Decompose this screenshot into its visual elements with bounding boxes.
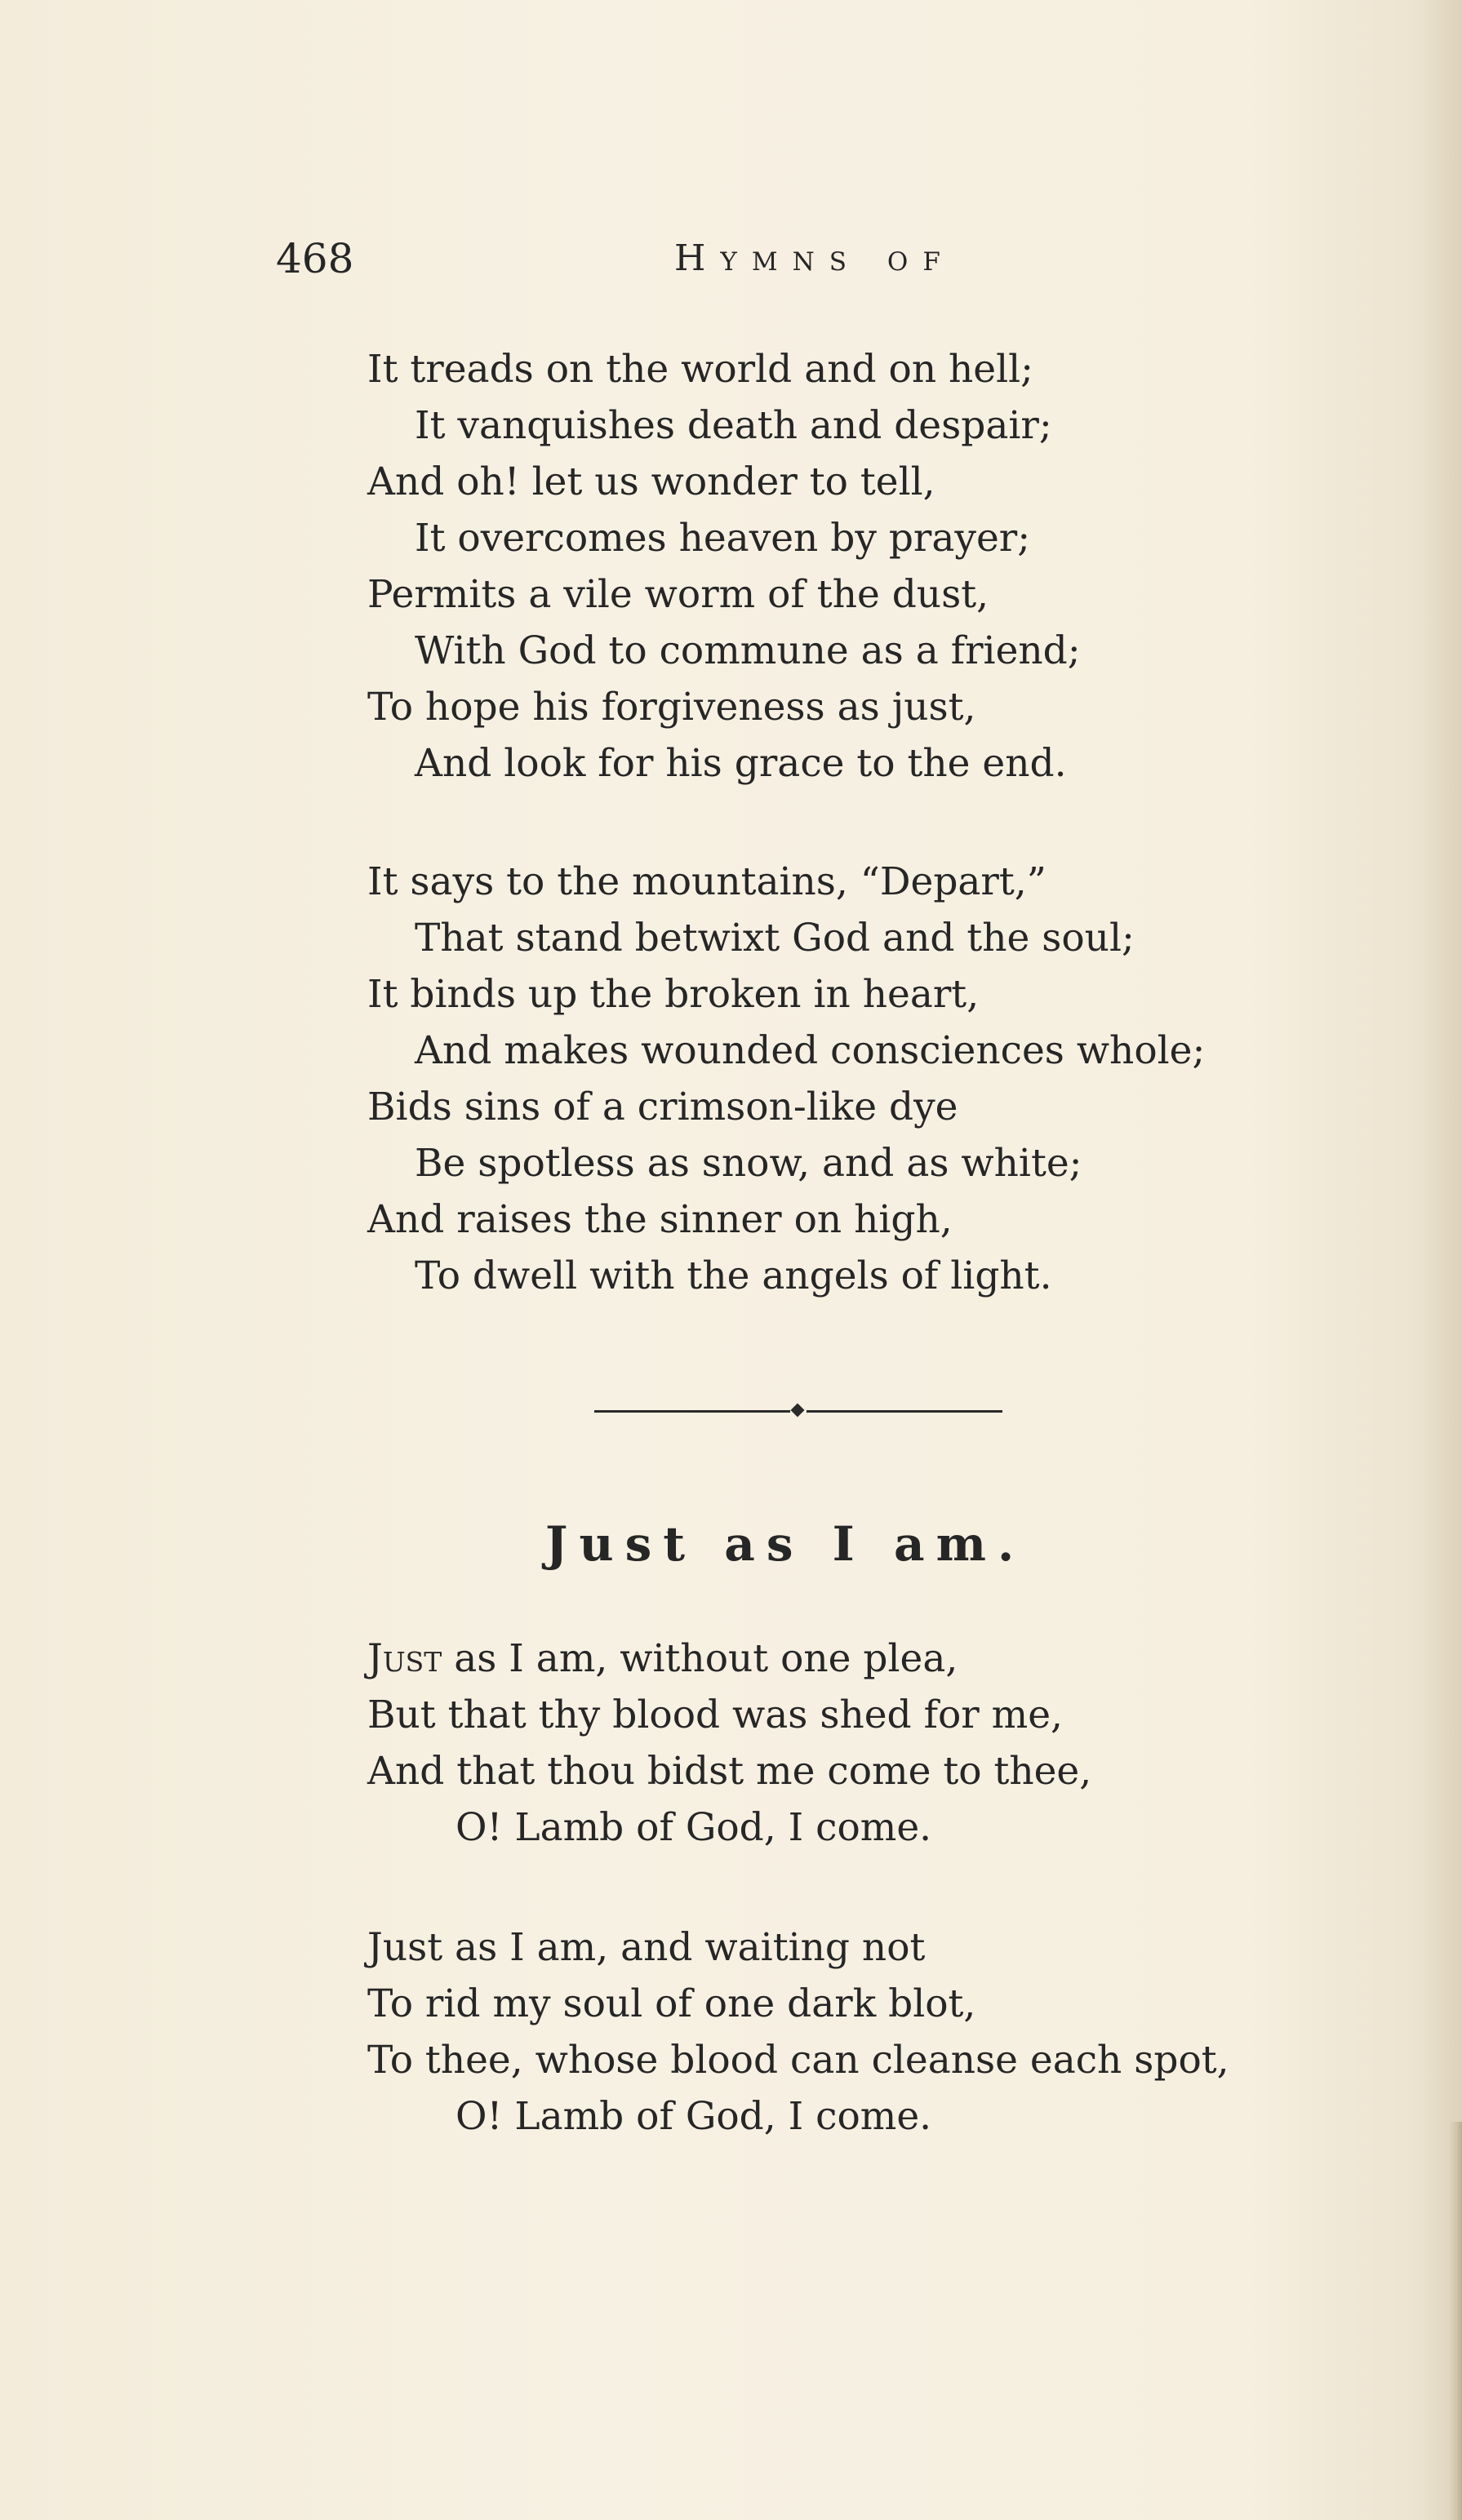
page-header xyxy=(276,230,1011,287)
verse-line: And raises the sinner on high, xyxy=(367,1197,953,1242)
verse-line-rest: as I am, without one plea, xyxy=(442,1636,958,1681)
stanza-4 xyxy=(367,1919,1306,2145)
verse-line: With God to commune as a friend; xyxy=(415,628,1081,673)
stanza-2 xyxy=(367,854,1306,1304)
verse-line: And look for his grace to the end. xyxy=(415,741,1067,786)
verse-line: That stand betwixt God and the soul; xyxy=(415,916,1135,961)
verse-line: And oh! let us wonder to tell, xyxy=(367,459,935,504)
verse-line: Permits a vile worm of the dust, xyxy=(367,572,989,617)
verse-line: Be spotless as snow, and as white; xyxy=(415,1141,1082,1186)
verse-line: O! Lamb of God, I come. xyxy=(455,2094,932,2139)
verse-line: O! Lamb of God, I come. xyxy=(455,1805,932,1850)
page-number: 468 xyxy=(276,235,354,282)
verse-line: It treads on the world and on hell; xyxy=(367,347,1034,392)
running-title: Hymns of xyxy=(674,237,955,279)
page-edge-shadow xyxy=(1449,2122,1462,2520)
verse-line: To rid my soul of one dark blot, xyxy=(367,1981,976,2026)
hymn-title: Just as I am. xyxy=(545,1516,1026,1572)
verse-line: To thee, whose blood can cleanse each spot, xyxy=(367,2038,1229,2083)
verse-line: And makes wounded consciences whole; xyxy=(415,1028,1206,1073)
verse-line: Just as I am, and waiting not xyxy=(367,1925,926,1970)
verse-line: To hope his forgiveness as just, xyxy=(367,685,976,730)
verse-line: It overcomes heaven by prayer; xyxy=(415,516,1031,561)
section-divider xyxy=(594,1409,1002,1413)
divider-rule-right xyxy=(807,1410,1002,1413)
verse-line: Bids sins of a crimson-like dye xyxy=(367,1085,958,1129)
verse-line: And that thou bidst me come to thee, xyxy=(367,1749,1092,1794)
verse-line: But that thy blood was shed for me, xyxy=(367,1693,1063,1737)
drop-word: Just xyxy=(367,1636,442,1681)
stanza-3 xyxy=(367,1630,1306,1856)
stanza-1 xyxy=(367,341,1306,792)
verse-line xyxy=(367,1630,1306,1687)
verse-line: It says to the mountains, “Depart,” xyxy=(367,859,1047,904)
divider-rule-left xyxy=(594,1410,790,1413)
divider-diamond-ornament xyxy=(791,1404,805,1418)
verse-line: It vanquishes death and despair; xyxy=(415,403,1052,448)
verse-line: To dwell with the angels of light. xyxy=(415,1253,1052,1298)
verse-line: It binds up the broken in heart, xyxy=(367,972,980,1017)
